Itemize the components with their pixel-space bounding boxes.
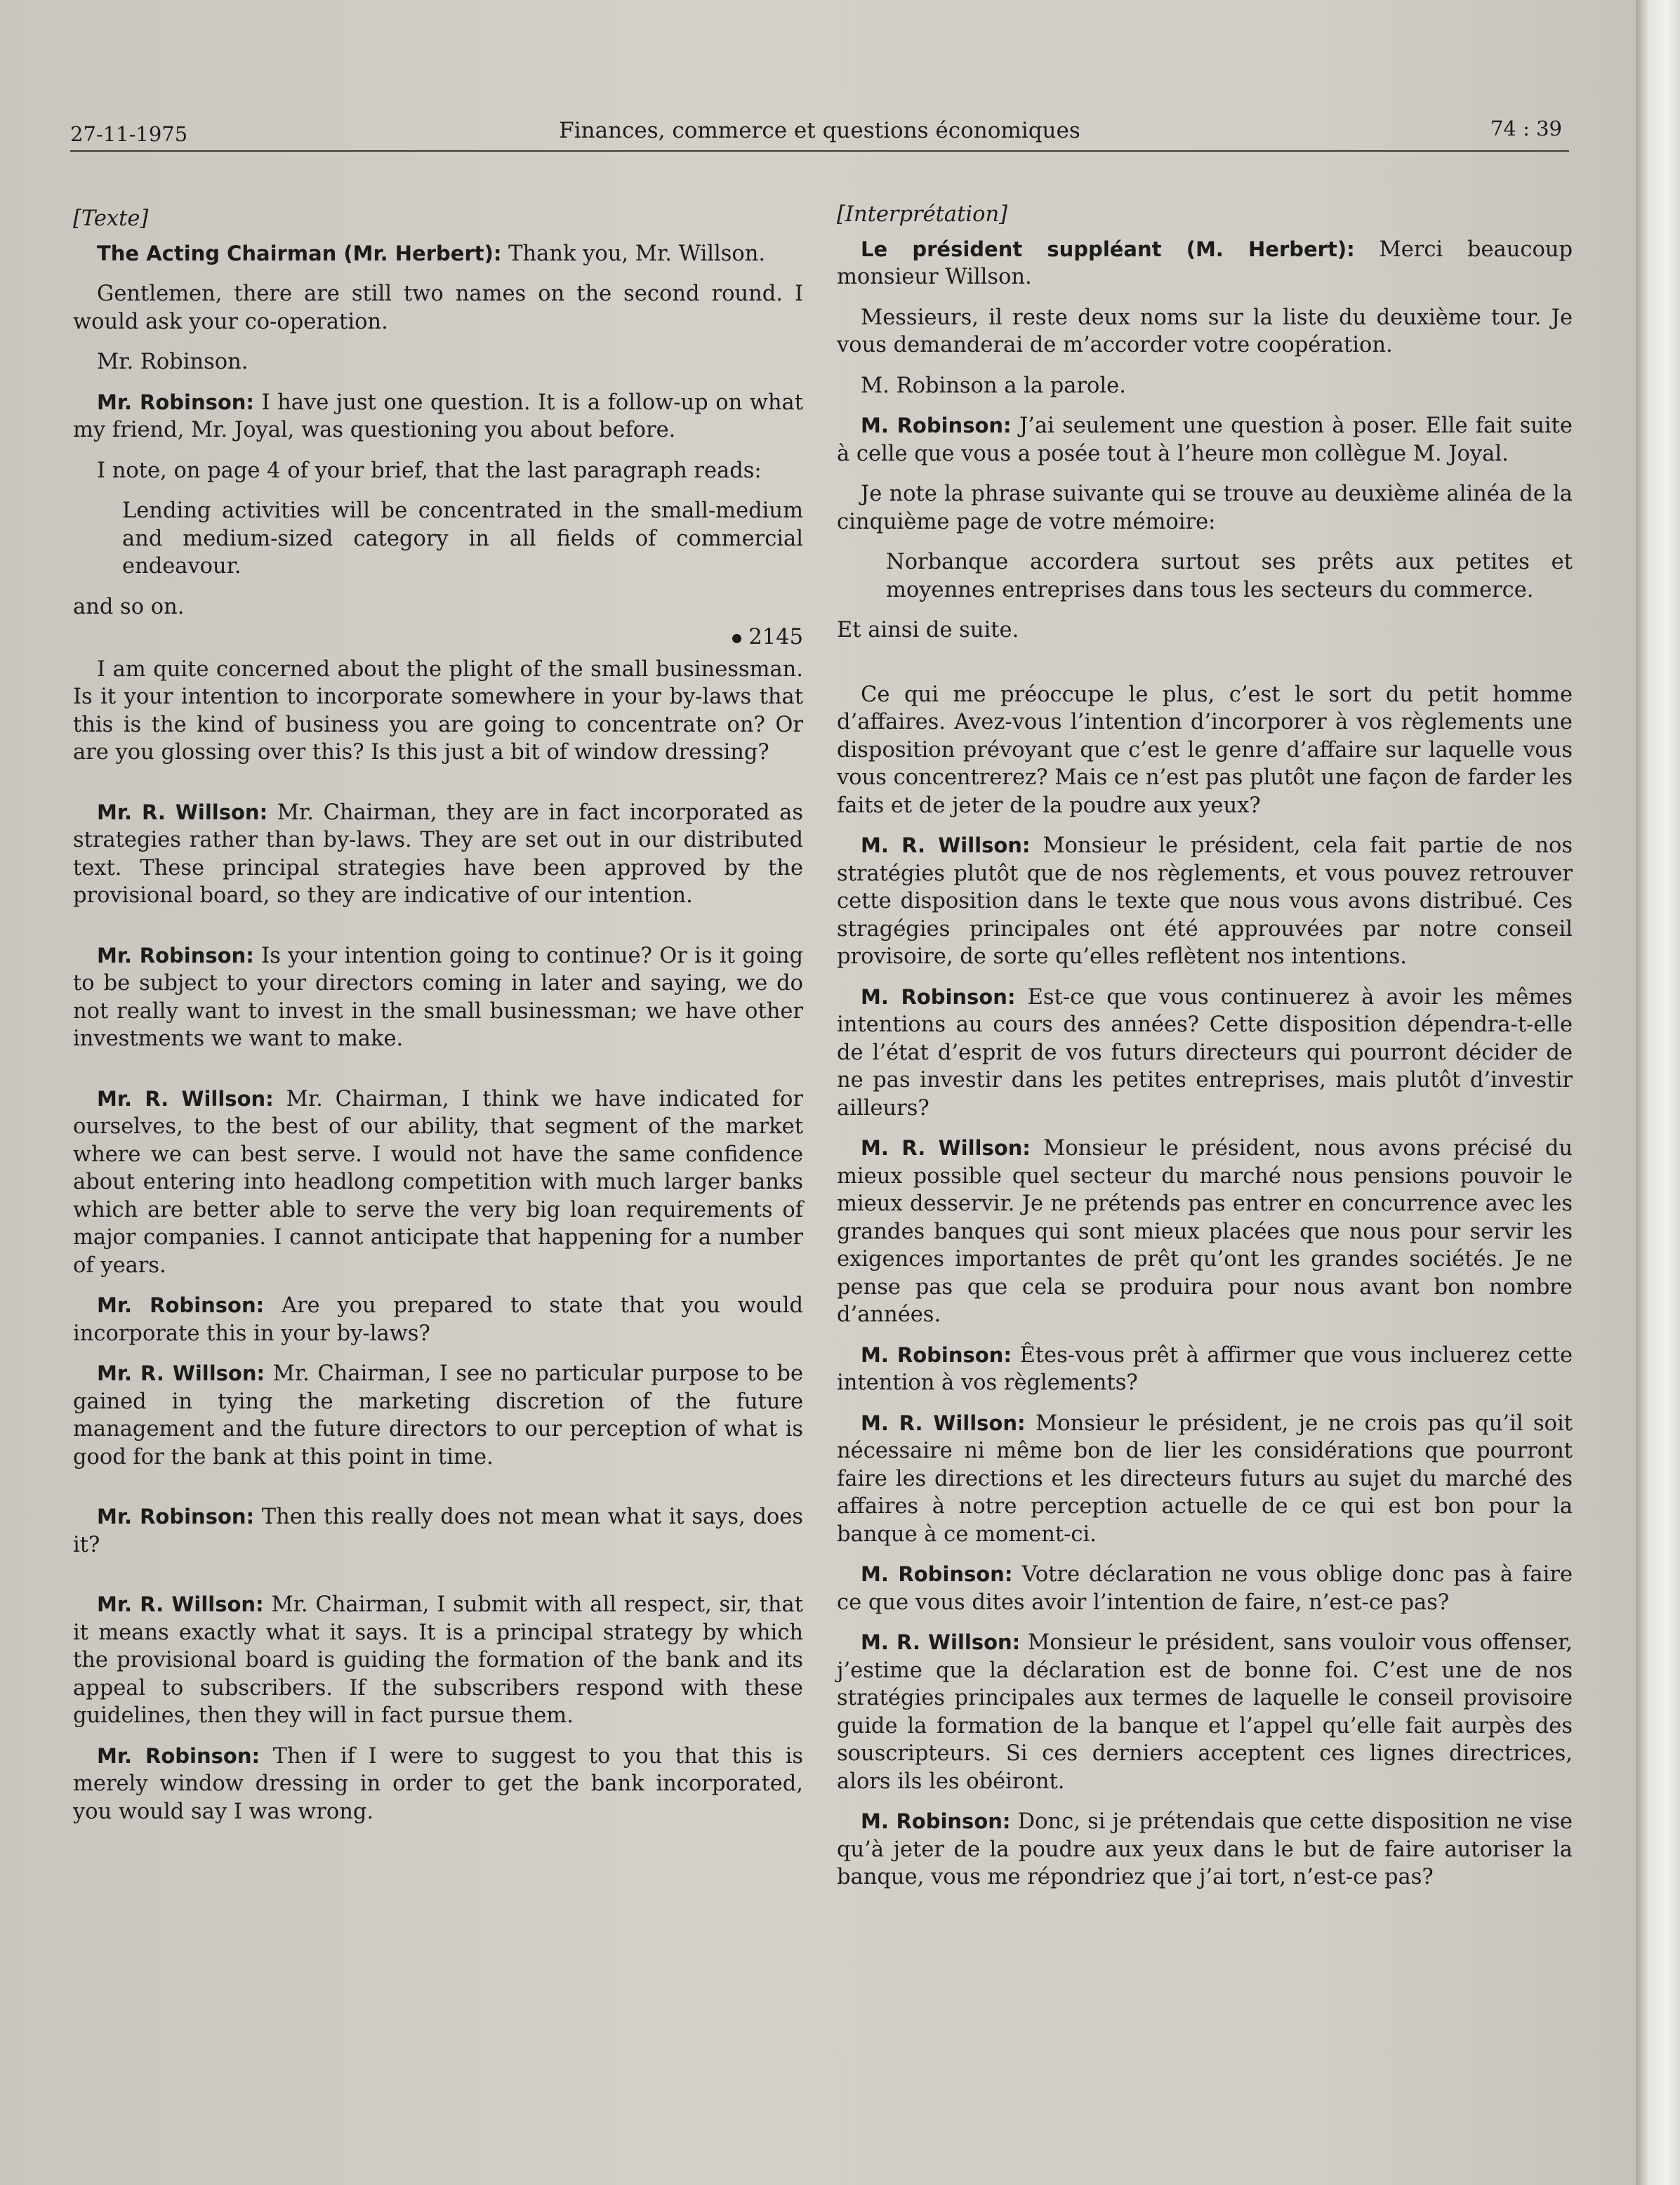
paragraph <box>73 389 803 444</box>
paragraph <box>73 1085 803 1280</box>
paragraph <box>73 1503 803 1559</box>
time-marker <box>73 623 803 652</box>
paragraph: I note, on page 4 of your brief, that the last paragraph reads: <box>97 458 762 483</box>
speech-text: Mr. Chairman, they are in fact incorporated as strategies rather than by-laws. They are set out in our distributed text. These principal strategies have been approved by the provisional board, so they are indicative of our intention. <box>73 800 803 908</box>
speech-text: J’ai seulement une question à poser. Elle fait suite à celle que vous a posée tout à l’heure mon collègue M. Joyal. <box>837 414 1573 466</box>
paragraph: Je note la phrase suivante qui se trouve au deuxième alinéa de la cinquième page de votre mémoire: <box>837 482 1573 534</box>
speaker-name: M. R. Willson: <box>861 1630 1021 1654</box>
speaker-name: M. Robinson: <box>861 1562 1013 1586</box>
speech-text: Thank you, Mr. Willson. <box>501 241 766 266</box>
paragraph: I am quite concerned about the plight of the small businessman. Is it your intention to incorporate somewhere in your by-laws that this is the kind of business you are going to concentrate on? Or are you glossing over this? Is this just a bit of window dressing? <box>73 656 803 765</box>
speaker-name: Mr. R. Willson: <box>97 800 268 824</box>
paragraph <box>837 1561 1573 1616</box>
paragraph <box>73 942 803 1053</box>
speech-text: Donc, si je prétendais que cette disposition ne vise qu’à jeter de la poudre aux yeux dans le but de faire autoriser la banque, vous me répondriez que j’ai tort, n’est-ce pas? <box>837 1809 1573 1889</box>
speech-text: Mr. Chairman, I think we have indicated for ourselves, to the best of our ability, that segment of the market where we can best serve. I would not have the same confidence about entering into headlong competition with much larger banks which are better able to serve the very big loan requirements of major companies. I cannot anticipate that happening for a number of years. <box>73 1086 803 1278</box>
speaker-name: Mr. Robinson: <box>97 943 254 968</box>
english-column <box>73 205 803 1838</box>
speech-text: Are you prepared to state that you would incorporate this in your by-laws? <box>73 1293 803 1346</box>
speaker-name: Mr. Robinson: <box>97 390 255 414</box>
paragraph: and so on. <box>73 594 185 619</box>
speech-text: Monsieur le président, je ne crois pas qu’il soit nécessaire ni même bon de lier les considérations que pourront faire les directions et les directeurs futurs au sujet du marché des affaires à notre perception actuelle de ce qui est bon pour la banque à ce moment-ci. <box>837 1411 1573 1547</box>
speech-text: Then this really does not mean what it says, does it? <box>73 1505 803 1557</box>
paragraph <box>837 1342 1573 1397</box>
paragraph <box>837 236 1573 291</box>
speaker-name: Mr. Robinson: <box>97 1743 260 1768</box>
time-value: 2145 <box>748 625 803 649</box>
speaker-name: M. Robinson: <box>861 1809 1011 1833</box>
speaker-name: The Acting Chairman (Mr. Herbert): <box>97 241 502 265</box>
paragraph <box>837 984 1573 1123</box>
page-header <box>70 111 1569 152</box>
bullet-icon <box>732 634 741 643</box>
speech-text: Monsieur le président, sans vouloir vous offenser, j’estime que la déclaration est de bonne foi. C’est une de nos stratégies principales aux termes de laquelle le conseil provisoire guide la formation de la banque et l’appel qu’elle fait aurpès des souscripteurs. Si ces derniers acceptent ces lignes directrices, alors ils les obéiront. <box>837 1630 1573 1794</box>
speaker-name: Mr. Robinson: <box>97 1505 255 1529</box>
paragraph: M. Robinson a la parole. <box>861 373 1126 398</box>
block-quote: Norbanque accordera surtout ses prêts aux petites et moyennes entreprises dans tous les secteurs du commerce. <box>886 550 1573 602</box>
paragraph <box>837 1135 1573 1329</box>
speaker-name: Mr. Robinson: <box>97 1293 265 1317</box>
speech-text: Merci beaucoup monsieur Willson. <box>837 237 1573 289</box>
speech-text: Mr. Chairman, I submit with all respect, sir, that it means exactly what it says. It is a principal strategy by which the provisional board is guiding the formation of the bank and its appeal to subscribers. If the subscribers respond with these guidelines, then they will in fact pursue them. <box>73 1592 803 1728</box>
paragraph <box>73 1360 803 1471</box>
paragraph <box>73 1591 803 1730</box>
paragraph <box>73 1292 803 1347</box>
speaker-name: M. Robinson: <box>861 984 1016 1009</box>
paragraph: Gentlemen, there are still two names on the second round. I would ask your co-operation. <box>73 282 803 334</box>
header-date: 27-11-1975 <box>70 122 188 146</box>
speech-text: Is your intention going to continue? Or is it going to be subject to your directors coming in later and saying, we do not really want to invest in the small businessman; we have other investments we want to make. <box>73 943 804 1051</box>
paragraph <box>837 1410 1573 1549</box>
speech-text: Monsieur le président, cela fait partie de nos stratégies plutôt que de nos règlements, et vous pouvez retrouver cette disposition dans le texte que nous vous avons distribué. Ces stragégies principales ont été approuvées par notre conseil provisoire, de sorte qu’elles reflètent nos intentions. <box>837 833 1573 969</box>
paragraph: Mr. Robinson. <box>97 350 249 374</box>
speaker-name: M. R. Willson: <box>861 1136 1031 1160</box>
page-edge <box>1636 0 1680 2185</box>
speaker-name: Mr. R. Willson: <box>97 1592 264 1616</box>
paragraph: Ce qui me préoccupe le plus, c’est le sort du petit homme d’affaires. Avez-vous l’intention d’incorporer à vos règlements une disposition prévoyant que c’est le genre d’affaire sur laquelle vous vous concentrerez? Mais ce n’est pas plutôt une façon de farder les faits et de jeter de la poudre aux yeux? <box>837 682 1573 818</box>
speaker-name: Le président suppléant (M. Herbert): <box>861 237 1355 261</box>
speech-text: Then if I were to suggest to you that this is merely window dressing in order to get the bank incorporated, you would say I was wrong. <box>73 1743 803 1824</box>
paragraph: Et ainsi de suite. <box>837 618 1019 642</box>
page-number: 74 : 39 <box>1490 117 1562 140</box>
speech-text: Est-ce que vous continuerez à avoir les mêmes intentions au cours des années? Cette disposition dépendra-t-elle de l’état d’esprit de vos futurs directeurs qui pourront décider de ne pas investir dans les petites entreprises, mais plutôt d’investir ailleurs? <box>837 984 1573 1121</box>
block-quote: Lending activities will be concentrated in the small-medium and medium-sized category in all fields of commercial endeavour. <box>122 499 803 579</box>
paragraph <box>73 799 803 910</box>
language-tag: [Interprétation] <box>837 202 1007 227</box>
paragraph <box>73 240 803 268</box>
language-tag: [Texte] <box>73 206 149 231</box>
paragraph <box>837 1808 1573 1892</box>
speaker-name: Mr. R. Willson: <box>97 1361 265 1385</box>
speech-text: Votre déclaration ne vous oblige donc pas à faire ce que vous dites avoir l’intention de faire, n’est-ce pas? <box>837 1562 1573 1615</box>
paragraph: Messieurs, il reste deux noms sur la liste du deuxième tour. Je vous demanderai de m’accorder votre coopération. <box>837 305 1573 357</box>
header-title: Finances, commerce et questions économiques <box>559 118 1080 143</box>
speaker-name: M. R. Willson: <box>861 1411 1026 1435</box>
french-column <box>837 201 1573 1904</box>
paragraph <box>837 832 1573 971</box>
speech-text: Mr. Chairman, I see no particular purpose to be gained in tying the marketing discretion of the future management and the future directors to our perception of what is good for the bank at this point in time. <box>73 1361 804 1470</box>
speech-text: Êtes-vous prêt à affirmer que vous incluerez cette intention à vos règlements? <box>837 1342 1573 1395</box>
speaker-name: M. Robinson: <box>861 414 1012 437</box>
speech-text: I have just one question. It is a follow-up on what my friend, Mr. Joyal, was questioning you about before. <box>73 390 803 442</box>
paragraph <box>837 412 1573 468</box>
speaker-name: Mr. R. Willson: <box>97 1086 274 1111</box>
speaker-name: M. Robinson: <box>861 1342 1012 1367</box>
paragraph <box>73 1743 803 1826</box>
paragraph <box>837 1629 1573 1795</box>
speech-text: Monsieur le président, nous avons précisé du mieux possible quel secteur du marché nous pensions pouvoir le mieux desservir. Je ne prétends pas entrer en concurrence avec les grandes banques qui sont mieux placées que nous pour servir les exigences importantes de prêt qu’ont les grandes sociétés. Je ne pense pas que cela se produira pour nous avant bon nombre d’années. <box>837 1136 1573 1327</box>
speaker-name: M. R. Willson: <box>861 833 1031 857</box>
